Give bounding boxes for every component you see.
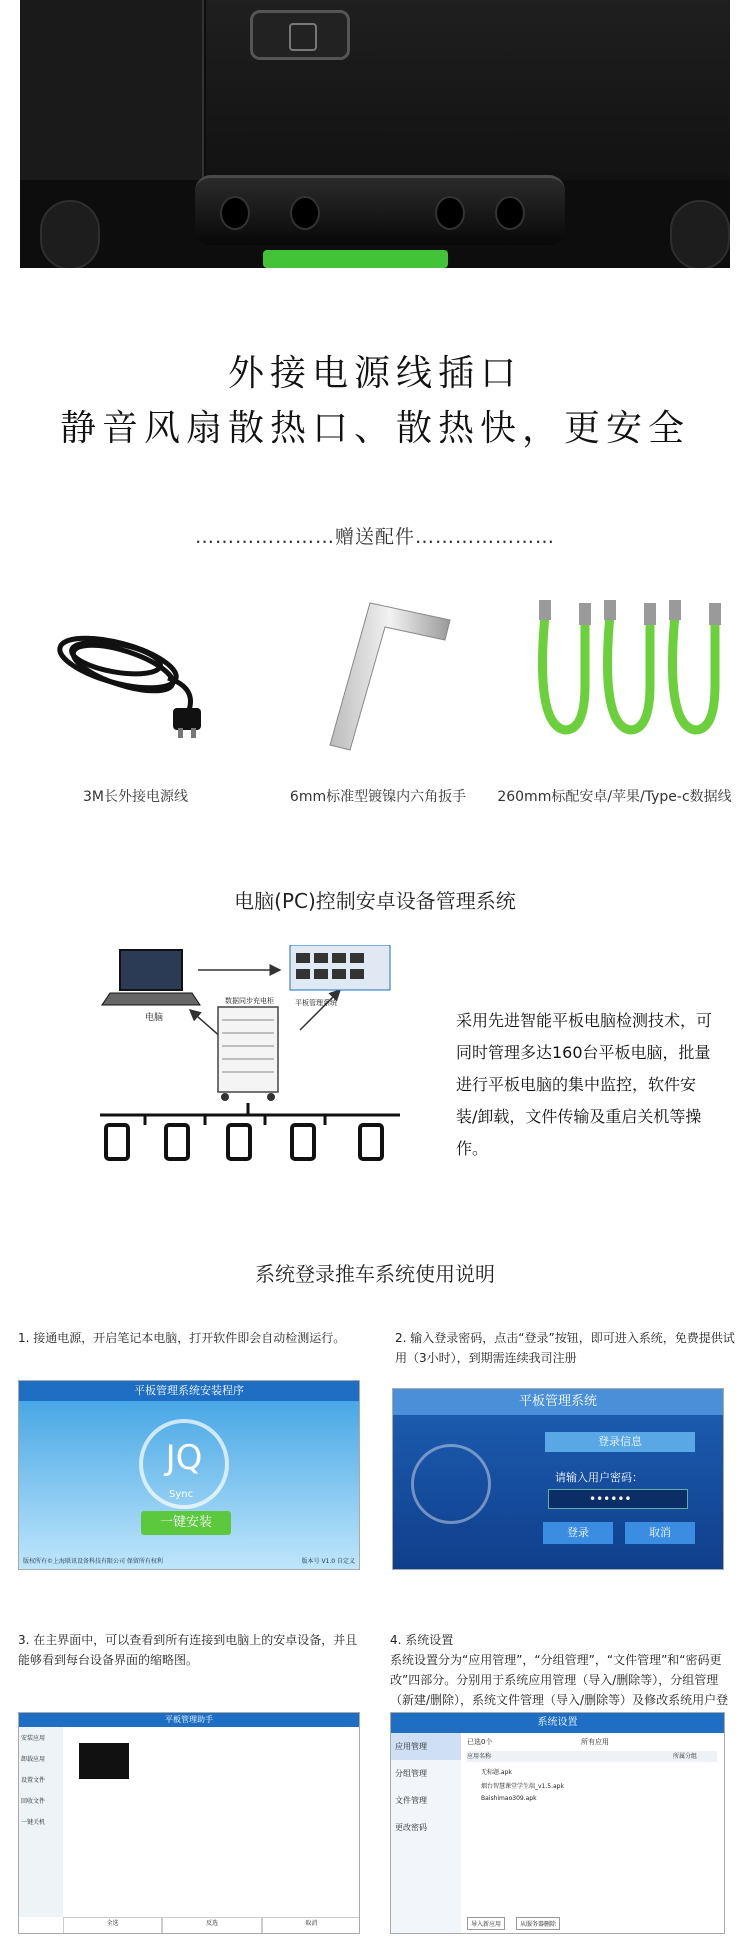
select-all-button[interactable]: 全选	[63, 1917, 162, 1934]
accessory-label-cable: 260mm标配安卓/苹果/Type-c数据线	[497, 789, 732, 805]
install-button[interactable]: 一键安装	[141, 1511, 231, 1535]
accessory-label-cord: 3M长外接电源线	[83, 789, 188, 805]
login-window	[392, 1388, 724, 1570]
step2-text: 2. 输入登录密码，点击“登录”按钮，即可进入系统，免费提供试用（3小时），到期需连续我司注册	[395, 1331, 735, 1365]
pc-system-title: 电脑(PC)控制安卓设备管理系统	[234, 889, 516, 913]
login-button[interactable]: 登录	[543, 1522, 613, 1544]
login-panel-title: 登录信息	[545, 1432, 695, 1452]
app-row[interactable]: 无标题.apk	[481, 1769, 512, 1776]
laptop-icon	[102, 950, 200, 1005]
manual-title: 系统登录推车系统使用说明	[255, 1262, 495, 1286]
step3-text: 3. 在主界面中，可以查看到所有连接到电脑上的安卓设备，并且能够看到每台设备界面的缩略图。	[18, 1633, 358, 1667]
invert-selection-button[interactable]: 反选	[162, 1917, 261, 1934]
main-window	[18, 1712, 360, 1934]
cancel-selection-button[interactable]: 取消	[262, 1917, 360, 1934]
step4-text: 4. 系统设置 系统设置分为“应用管理”，“分组管理”，“文件管理”和“密码更改”四部分。分别用于系统应用管理（导入/删除等），分组管理（新建/删除），系统文件管理（导入/删除等）及修改系统用户登	[390, 1633, 729, 1707]
tab-file-management[interactable]: 文件管理	[395, 1796, 427, 1805]
menu-install-app[interactable]: 安装应用	[21, 1735, 46, 1742]
app-row[interactable]: Baishimao309.apk	[481, 1795, 537, 1802]
install-footer-left: 版权所有©上海联讯设备科技有限公司 保留所有权利	[23, 1558, 163, 1565]
app-row[interactable]: 烟台智慧课堂学生端_v1.5.apk	[481, 1783, 564, 1790]
usb-cable-icon	[525, 595, 725, 745]
menu-shutdown[interactable]: 一键关机	[21, 1819, 46, 1826]
settings-window-title: 系统设置	[391, 1713, 724, 1733]
jq-logo-faint	[411, 1444, 491, 1524]
jq-logo-sub: Sync	[169, 1489, 194, 1500]
headline-line1: 外接电源线插口	[227, 353, 522, 394]
column-app-name: 应用名称	[467, 1753, 492, 1760]
power-cord-icon	[48, 608, 218, 738]
power-socket-icon	[250, 10, 350, 60]
settings-window	[390, 1712, 725, 1934]
import-app-button[interactable]: 导入新应用	[467, 1917, 505, 1930]
selected-count[interactable]: 已选0个	[467, 1738, 493, 1746]
menu-set-file[interactable]: 设置文件	[21, 1777, 46, 1784]
accessory-label-hexkey: 6mm标准型镀镍内六角扳手	[289, 789, 467, 805]
laptop-label: 电脑	[145, 1013, 164, 1023]
screen-label: 平板管理系统	[295, 999, 337, 1007]
tab-group-management[interactable]: 分组管理	[395, 1769, 427, 1778]
main-window-title: 平板管理助手	[19, 1713, 359, 1727]
tab-change-password[interactable]: 更改密码	[395, 1823, 427, 1832]
cart-label: 数据同步充电柜	[225, 997, 274, 1005]
step1-text: 1. 接通电源，开启笔记本电脑，打开软件即会自动检测运行。	[18, 1331, 346, 1345]
column-group: 所属分组	[672, 1753, 697, 1760]
install-window	[18, 1380, 360, 1570]
pc-system-description: 采用先进智能平板电脑检测技术，可同时管理多达160台平板电脑，批量进行平板电脑的集中监控，软件安装/卸载，文件传输及重启关机等操作。	[456, 1011, 713, 1158]
install-footer-right: 版本号 V1.0 自定义	[301, 1558, 355, 1565]
password-prompt: 请输入用户密码：	[555, 1471, 643, 1484]
hex-key-icon	[310, 595, 470, 755]
headline-line2: 静音风扇散热口、散热快，更安全	[59, 408, 690, 449]
accessories-heading: …………………赠送配件…………………	[194, 526, 555, 548]
menu-uninstall-app[interactable]: 卸载应用	[21, 1756, 46, 1763]
delete-from-server-button[interactable]: 从服务器删除	[516, 1917, 560, 1930]
cancel-button[interactable]: 取消	[625, 1522, 695, 1544]
password-field[interactable]: ••••••	[548, 1489, 688, 1509]
tab-app-management[interactable]: 应用管理	[391, 1733, 461, 1760]
menu-recycle-file[interactable]: 回收文件	[21, 1798, 46, 1805]
login-window-title: 平板管理系统	[393, 1389, 723, 1415]
install-window-title: 平板管理系统安装程序	[19, 1381, 359, 1401]
product-photo	[20, 0, 730, 268]
device-thumbnail[interactable]	[79, 1743, 129, 1779]
app-filter[interactable]: 所有应用	[581, 1738, 609, 1746]
tablet-row	[100, 1115, 420, 1175]
jq-logo: JQ	[139, 1419, 229, 1509]
